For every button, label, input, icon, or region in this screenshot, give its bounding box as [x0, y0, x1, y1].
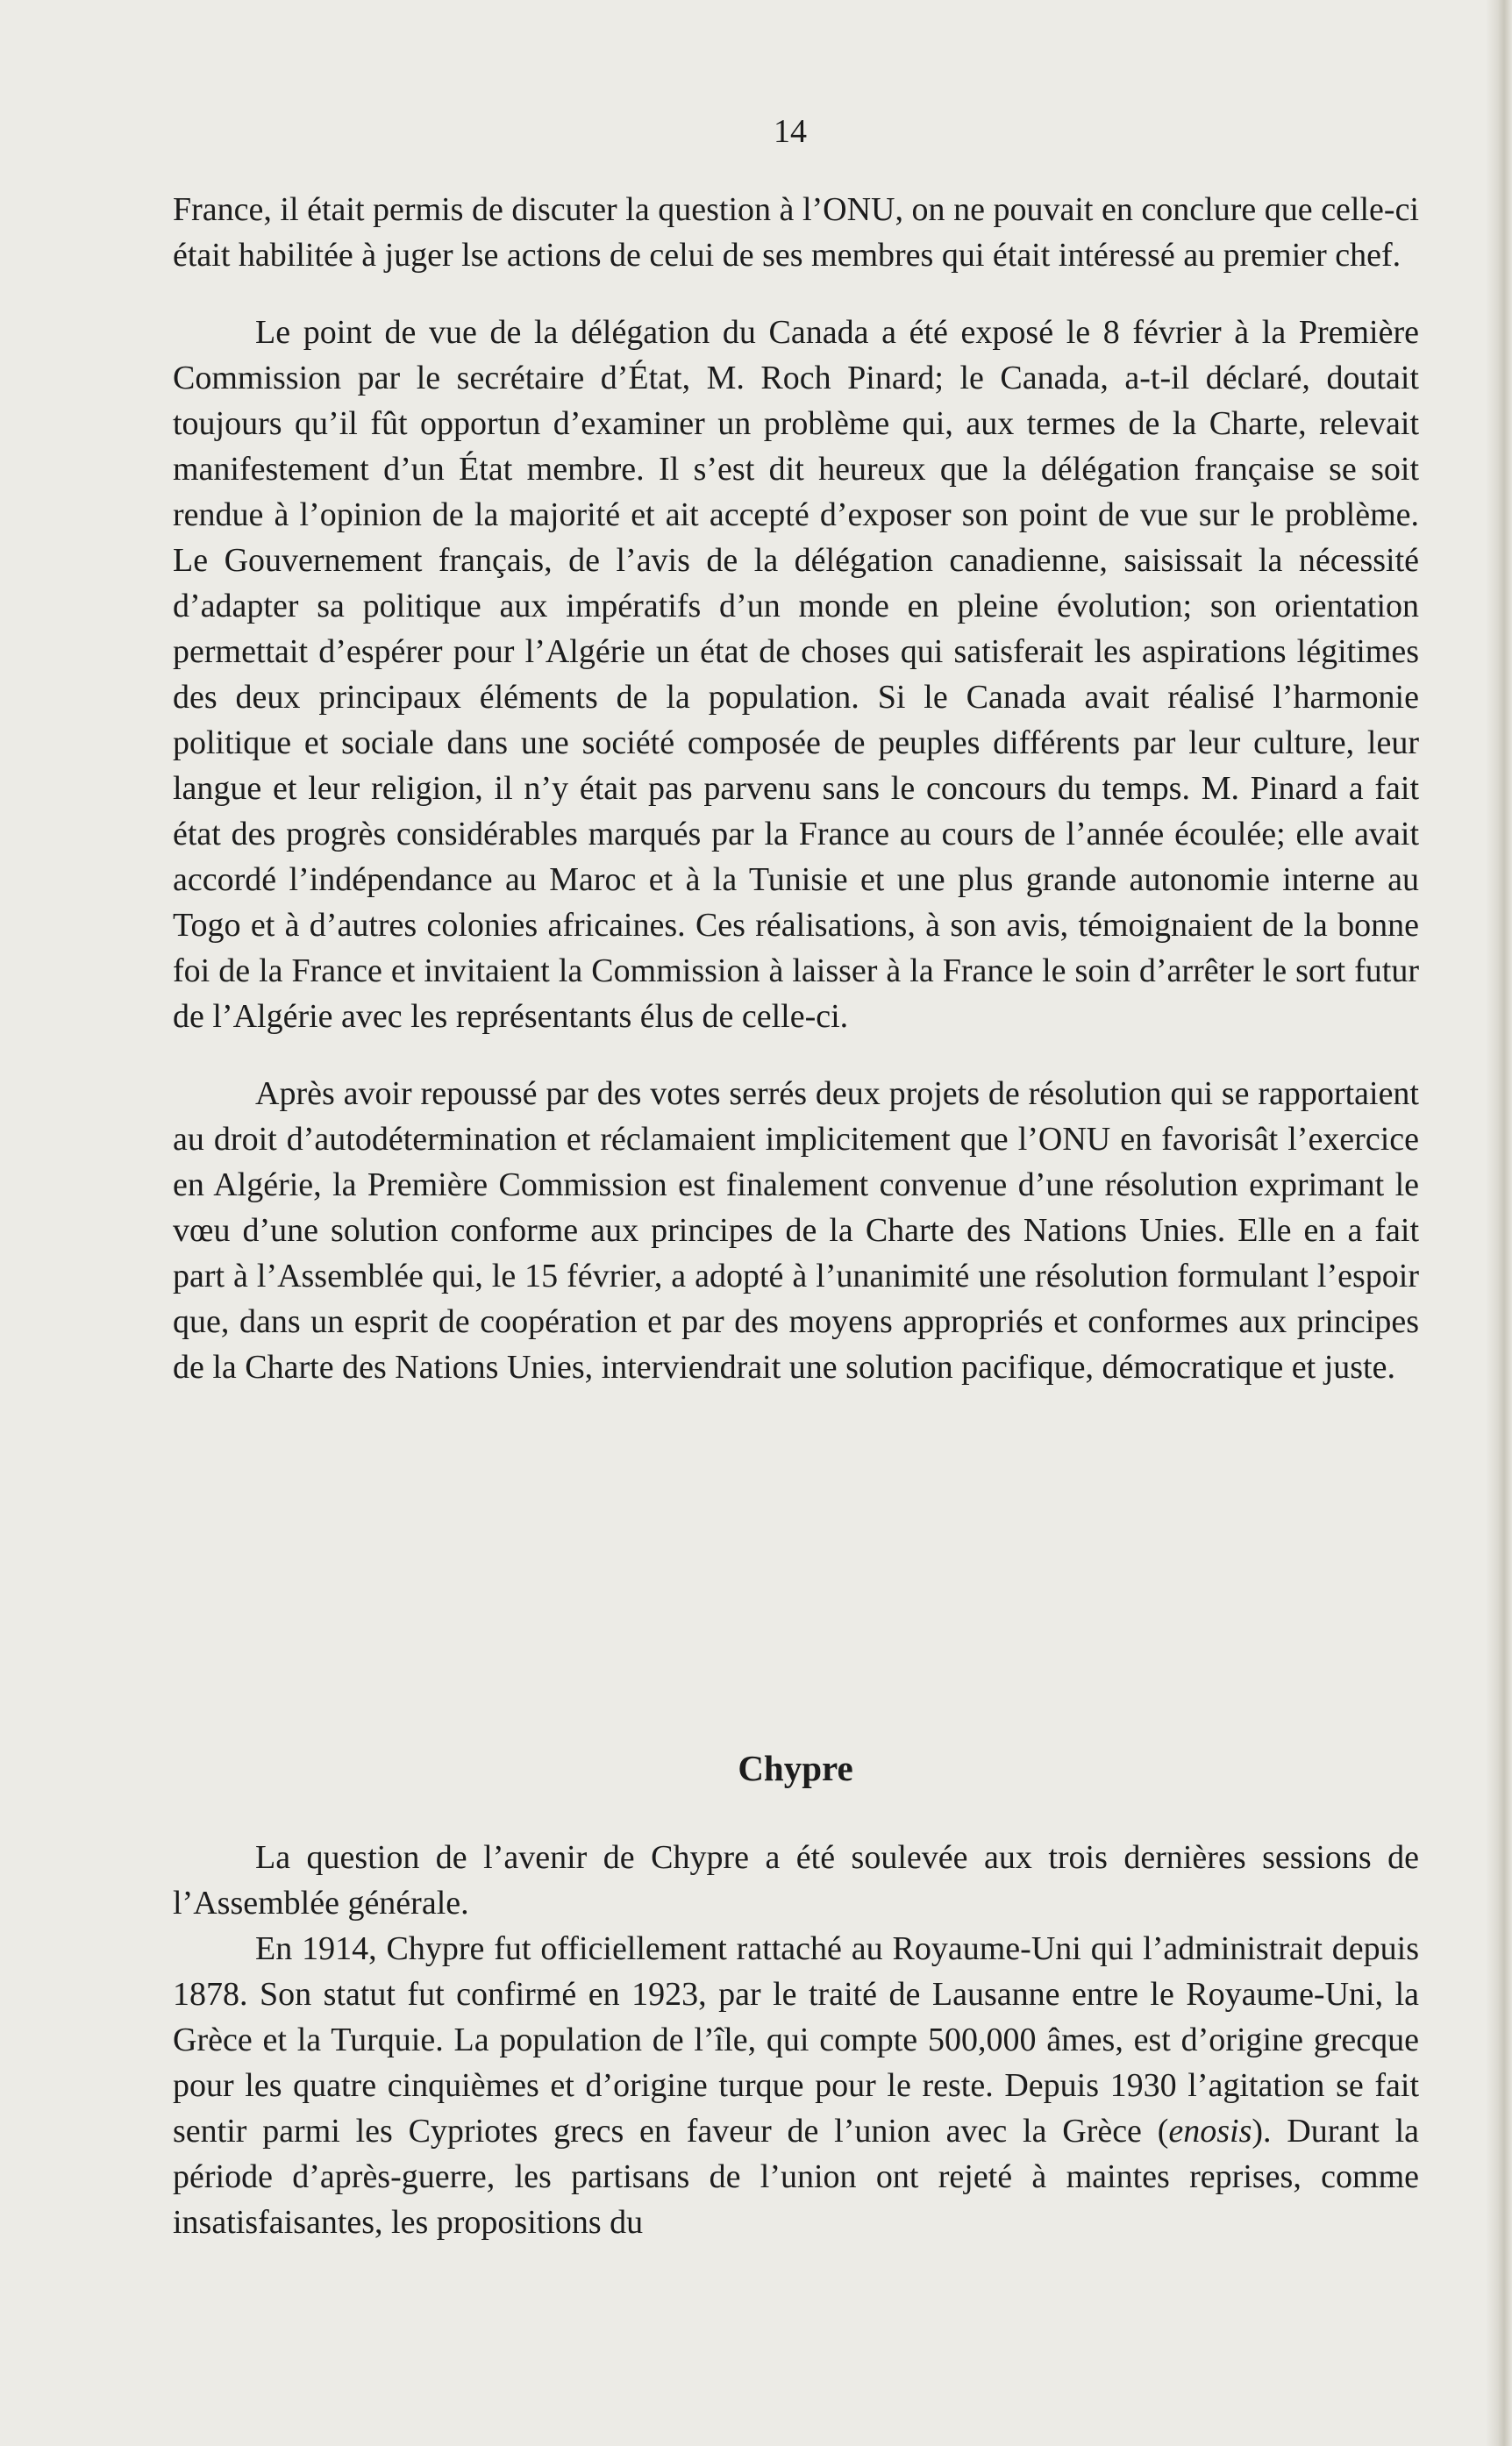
paragraph-continuation: France, il était permis de discuter la question à l’ONU, on ne pouvait en conclure que celle-ci était habilitée à juger lse actions de celui de ses membres qui était intéressé au premier chef.: [173, 191, 1419, 274]
enosis-term: enosis: [1168, 2113, 1252, 2150]
page-edge-shadow: [1486, 0, 1512, 2446]
paragraph-resolution: Après avoir repoussé par des votes serrés deux projets de résolution qui se rapportaient au droit d’autodétermination et réclamaient implicitement que l’ONU en favorisât l’exercice en Algérie, la Première Commission est finalement convenue d’une résolution exprimant le vœu d’une solution conforme aux principes de la Charte des Nations Unies. Elle en a fait part à l’Assemblée qui, le 15 février, a adopté à l’unanimité une résolution formulant l’espoir que, dans un esprit de coopération et par des moyens appropriés et conformes aux principes de la Charte des Nations Unies, interviendrait une solution pacifique, démocratique et juste.: [173, 1075, 1419, 1386]
paragraph-chypre-history: [173, 1926, 1419, 2245]
paragraph-canada-position: Le point de vue de la délégation du Canada a été exposé le 8 février à la Première Commission par le secrétaire d’État, M. Roch Pinard; le Canada, a-t-il déclaré, doutait toujours qu’il fût opportun d’examiner un problème qui, aux termes de la Charte, relevait manifestement d’un État membre. Il s’est dit heureux que la délégation française se soit rendue à l’opinion de la majorité et ait accepté d’exposer son point de vue sur le problème. Le Gouvernement français, de l’avis de la délégation canadienne, saisissait la nécessité d’adapter sa politique aux impératifs d’un monde en pleine évolution; son orientation permettait d’espérer pour l’Algérie un état de choses qui satisferait les aspirations légitimes des deux principaux éléments de la population. Si le Canada avait réalisé l’harmonie politique et sociale dans une société composée de peuples différents par leur culture, leur langue et leur religion, il n’y était pas parvenu sans le concours du temps. M. Pinard a fait état des progrès considérables marqués par la France au cours de l’année écoulée; elle avait accordé l’indépendance au Maroc et à la Tunisie et une plus grande autonomie interne au Togo et à d’autres colonies africaines. Ces réalisations, à son avis, témoignaient de la bonne foi de la France et invitaient la Commission à laisser à la France le soin d’arrêter le sort futur de l’Algérie avec les représentants élus de celle-ci.: [173, 314, 1419, 1035]
history-text-end: ). Durant la période d’après-guerre, les partisans de l’union ont rejeté à maintes reprises, comme insatisfaisantes, les propositions du: [173, 2113, 1419, 2241]
paragraph-chypre-intro: La question de l’avenir de Chypre a été soulevée aux trois dernières sessions de l’Assemblée générale.: [173, 1839, 1419, 1922]
body-text-chypre: [173, 1835, 1419, 2245]
section-title: Chypre: [738, 1748, 853, 1788]
history-text: En 1914, Chypre fut officiellement rattaché au Royaume-Uni qui l’administrait depuis 1878. Son statut fut confirmé en 1923, par le traité de Lausanne entre le Royaume-Uni, la Grèce et la Turquie. La population de l’île, qui compte 500,000 âmes, est d’origine grecque pour les quatre cinquièmes et d’origine turque pour le reste. Depuis 1930 l’agitation se fait sentir parmi les Cypriotes grecs en faveur de l’union avec la Grèce (: [173, 1930, 1419, 2150]
page-number: 14: [774, 113, 807, 150]
body-text-top: [173, 187, 1419, 1390]
